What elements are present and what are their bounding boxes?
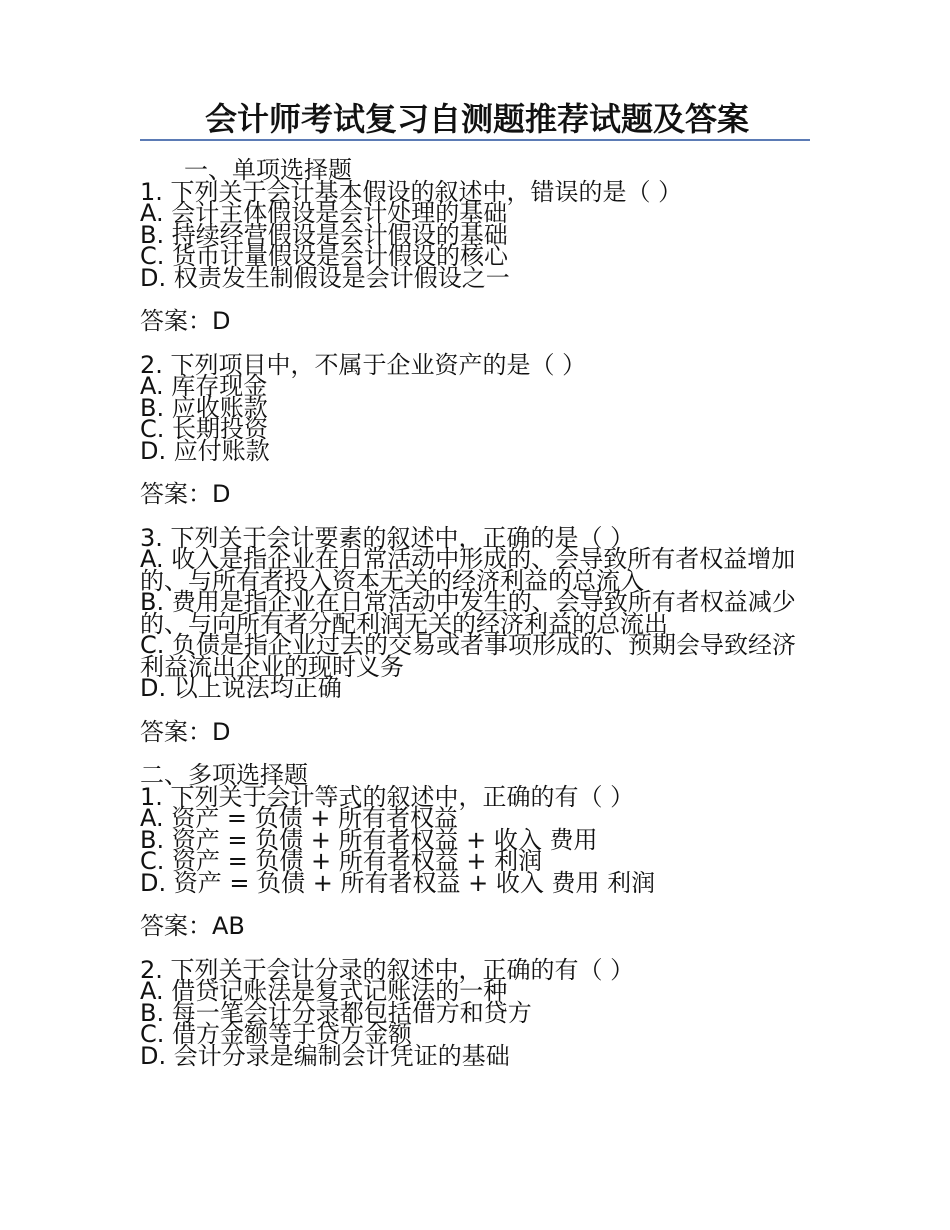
answer: 答案：AB: [140, 912, 245, 940]
option: D. 以上说法均正确: [140, 674, 342, 702]
option: A. 资产 = 负债 + 所有者权益: [140, 804, 458, 832]
option: A. 库存现金: [140, 372, 268, 400]
question-block: [140, 955, 810, 1070]
question-stem: 3. 下列关于会计要素的叙述中，正确的是（ ）: [140, 523, 635, 552]
option: B. 资产 = 负债 + 所有者权益 + 收入 费用: [140, 825, 598, 854]
option: B. 每一笔会计分录都包括借方和贷方: [140, 998, 532, 1027]
page-title: 会计师考试复习自测题推荐试题及答案: [205, 100, 750, 138]
answer: 答案：D: [140, 480, 231, 508]
option: A. 收入是指企业在日常活动中形成的、会导致所有者权益增加的、与所有者投入资本无关的经济利益的总流入: [140, 545, 796, 595]
question-stem: 2. 下列项目中，不属于企业资产的是（ ）: [140, 350, 587, 379]
section-heading: 二、多项选择题: [140, 761, 308, 789]
option: C. 借方金额等于贷方金额: [140, 1020, 413, 1048]
option: D. 权责发生制假设是会计假设之一: [140, 263, 510, 292]
option: D. 资产 = 负债 + 所有者权益 + 收入 费用 利润: [140, 868, 656, 897]
option: C. 货币计量假设是会计假设的核心: [140, 242, 509, 270]
answer: 答案：D: [140, 307, 231, 335]
question-block: [140, 523, 810, 746]
question-stem: 1. 下列关于会计等式的叙述中，正确的有（ ）: [140, 782, 635, 811]
answer: 答案：D: [140, 717, 231, 746]
question-block: [140, 350, 810, 508]
option: B. 持续经营假设是会计假设的基础: [140, 220, 508, 249]
question-block: [140, 177, 810, 335]
option: B. 应收账款: [140, 393, 268, 422]
option: A. 会计主体假设是会计处理的基础: [140, 199, 508, 227]
option: D. 应付账款: [140, 436, 270, 465]
question-stem: 2. 下列关于会计分录的叙述中，正确的有（ ）: [140, 955, 635, 984]
option: C. 资产 = 负债 + 所有者权益 + 利润: [140, 847, 543, 875]
option: B. 费用是指企业在日常活动中发生的、会导致所有者权益减少的、与向所有者分配利润无关的经济利益的总流出: [140, 588, 796, 638]
option: C. 长期投资: [140, 415, 269, 443]
option: C. 负债是指企业过去的交易或者事项形成的、预期会导致经济利益流出企业的现时义务: [140, 631, 797, 681]
option: A. 借贷记账法是复式记账法的一种: [140, 977, 508, 1005]
question-block: [140, 782, 810, 940]
option: D. 会计分录是编制会计凭证的基础: [140, 1041, 510, 1070]
section-heading: 一、单项选择题: [184, 156, 352, 184]
title-divider: [140, 139, 810, 141]
document-body: [140, 156, 810, 1070]
question-stem: 1. 下列关于会计基本假设的叙述中，错误的是（ ）: [140, 177, 683, 206]
